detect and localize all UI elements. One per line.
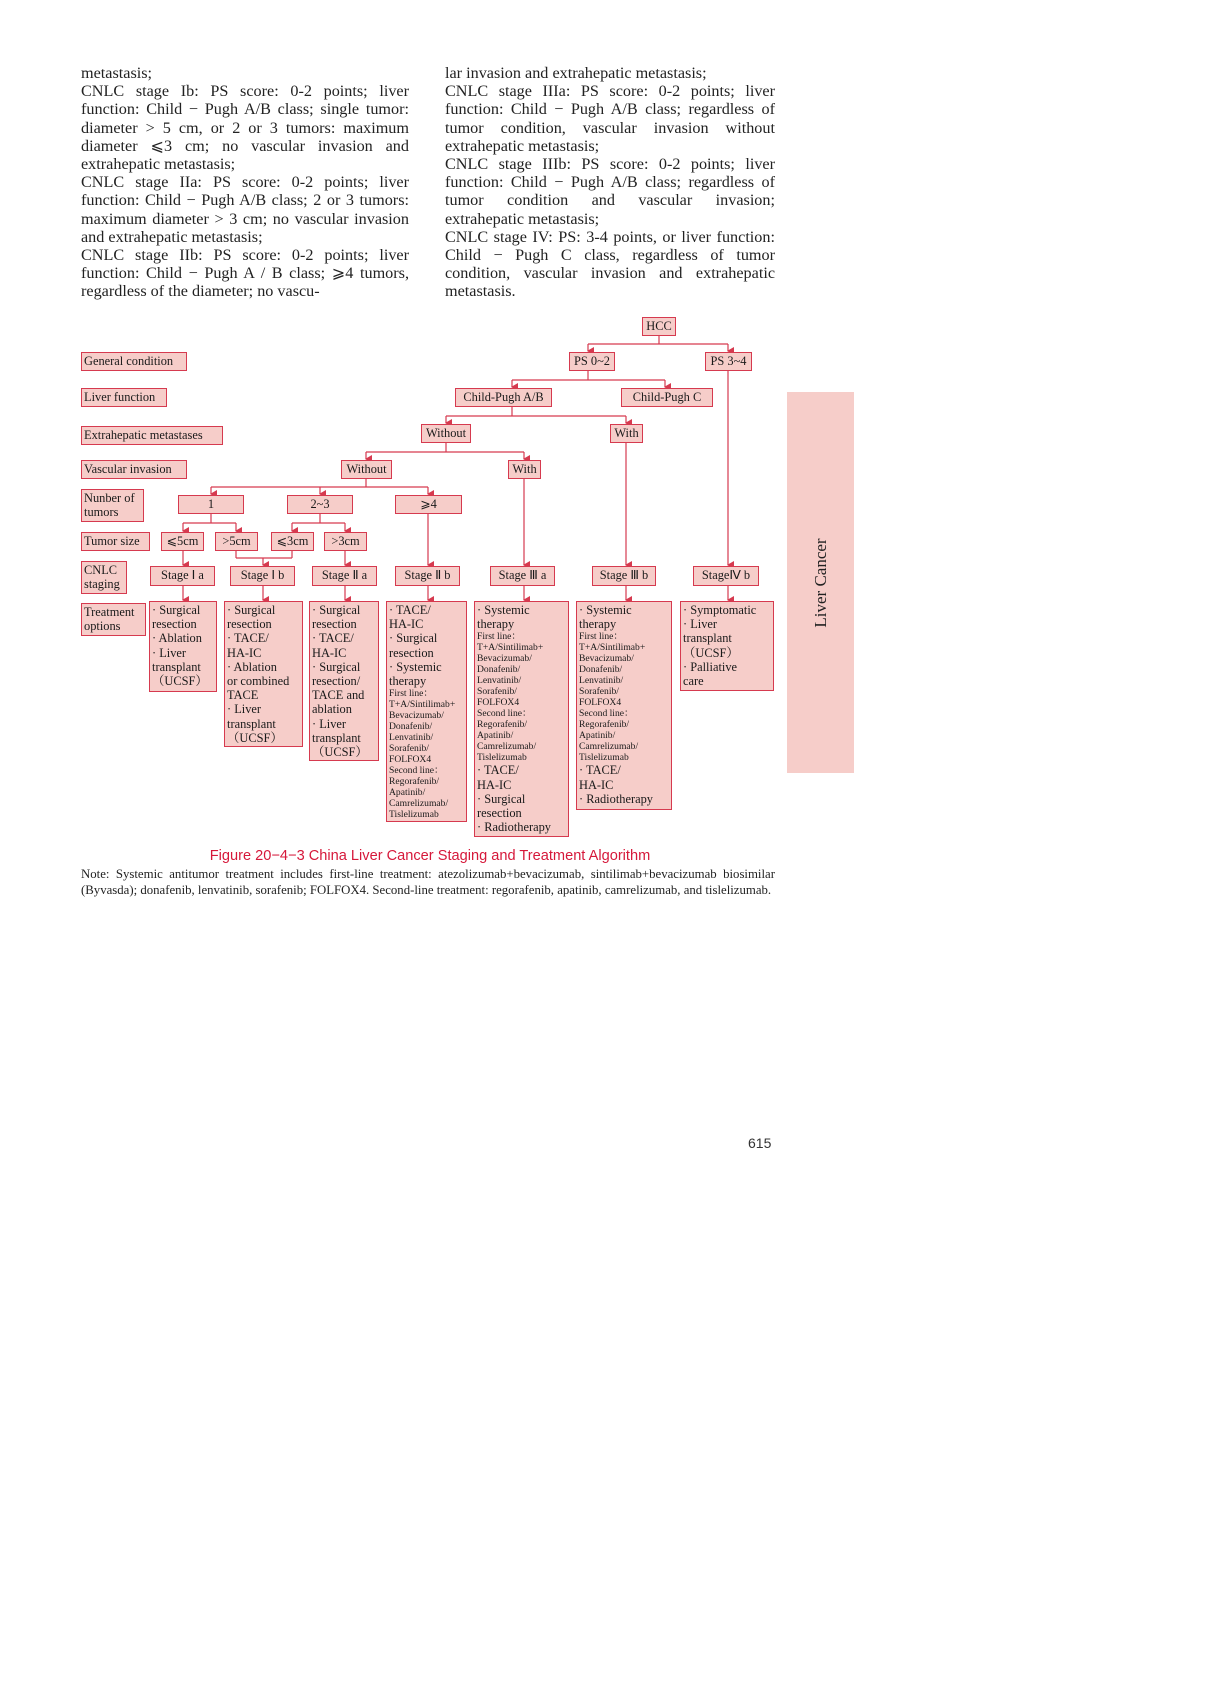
figure-note: Note: Systemic antitumor treatment includes first-line treatment: atezolizumab+bevacizumab, sintilimab+bevacizumab biosimilar (Byvasda); donafenib, lenvatinib, sorafenib; FOLFOX4. Second-line treatment: regorafenib, apatinib, camrelizumab, and tislelizumab. [81,867,775,897]
node-size-gt-5cm: >5cm [215,532,258,551]
treatment-line: · Surgical [152,603,201,617]
node-size-le-5cm: ⩽5cm [161,532,204,551]
node-vascular-with: With [508,460,541,479]
row-label-extrahepatic-metastases: Extrahepatic metastases [81,426,223,445]
treatment-line: · Liver [152,645,187,660]
treatment-line: （UCSF） [312,745,368,760]
treatment-line: Sorafenib/ [579,686,619,698]
treatment-line: Tislelizumab [389,809,439,821]
treatment-line: · Systemic [477,603,530,617]
treatment-box-stage-ib [224,601,303,747]
treatment-line: Regorafenib/ [579,719,630,731]
chapter-side-tab-label: Liver Cancer [810,537,830,628]
treatment-line: ablation [312,702,352,717]
paragraph: CNLC stage Ib: PS score: 0-2 points; liver function: Child − Pugh A/B class; single tumor: diameter > 5 cm, or 2 or 3 tumors: maximum diameter ⩽3 cm; no vascular invasion and extrahepatic metastasis; [81,82,409,174]
treatment-line: Apatinib/ [579,730,616,742]
treatment-line: HA-IC [227,645,262,660]
treatment-line: · Surgical [477,791,526,806]
row-label-general-condition: General condition [81,352,187,371]
treatment-line: resection [152,617,197,632]
treatment-line: Regorafenib/ [477,719,528,731]
node-tumors-2-3: 2~3 [287,495,353,514]
treatment-line: Sorafenib/ [477,686,517,698]
treatment-line: · Liver [312,716,347,731]
treatment-line: First line： [477,631,521,643]
treatment-line: transplant [312,730,361,745]
treatment-line: HA-IC [579,777,614,792]
treatment-box-stage-iib [386,601,467,822]
treatment-line: transplant [227,716,276,731]
node-tumors-4-plus: ⩾4 [395,495,462,514]
treatment-line: Donafenib/ [579,664,623,676]
treatment-line: transplant [152,659,201,674]
row-label-vascular-invasion: Vascular invasion [81,460,187,479]
treatment-line: FOLFOX4 [579,697,622,709]
figure-caption: Figure 20−4−3 China Liver Cancer Staging and Treatment Algorithm [209,848,651,864]
treatment-line: · TACE/ [477,763,519,778]
treatment-line: · Liver [683,617,718,632]
treatment-line: resection/ [312,674,361,689]
node-ps-0-2: PS 0~2 [569,352,615,371]
treatment-line: TACE [227,688,259,703]
treatment-line: T+A/Sintilimab+ [477,642,544,654]
node-stage-iiia: Stage Ⅲ a [490,566,555,586]
treatment-line: Second line： [389,765,444,777]
row-label-cnlc-staging: CNLC staging [81,561,127,594]
treatment-line: · Surgical [389,631,438,646]
paragraph: CNLC stage IIIa: PS score: 0-2 points; liver function: Child − Pugh A/B class; regardless of tumor condition, vascular invasion without extrahepatic metastasis; [445,82,775,155]
row-label-number-of-tumors: Nunber of tumors [81,489,144,522]
node-stage-iiib: Stage Ⅲ b [592,566,656,586]
paragraph: CNLC stage IV: PS: 3-4 points, or liver function: Child − Pugh C class, regardless of tumor condition, vascular invasion and extrahepatic metastasis. [445,227,775,301]
node-size-gt-3cm: >3cm [324,532,367,551]
treatment-line: · Radiotherapy [477,820,551,835]
treatment-box-stage-iia [309,601,379,761]
treatment-line: Second line： [477,708,532,720]
treatment-line: · Surgical [312,659,361,674]
treatment-line: First line： [579,631,623,643]
treatment-line: Regorafenib/ [389,776,440,788]
treatment-line: · Ablation [227,659,277,674]
node-tumors-1: 1 [178,495,244,514]
paragraph: CNLC stage IIb: PS score: 0-2 points; liver function: Child − Pugh A / B class; ⩾4 tumors, regardless of the diameter; no vascu- [81,246,409,301]
treatment-line: · TACE/ [389,603,431,617]
treatment-line: （UCSF） [683,645,739,660]
treatment-line: transplant [683,631,732,646]
treatment-box-stage-ivb [680,601,774,691]
node-stage-iib: Stage Ⅱ b [395,566,460,586]
treatment-line: Bevacizumab/ [579,653,634,665]
treatment-line: therapy [477,617,515,632]
treatment-line: · TACE/ [312,631,354,646]
treatment-line: FOLFOX4 [389,754,432,766]
treatment-line: · Palliative [683,659,738,674]
node-stage-ib: Stage Ⅰ b [230,566,295,586]
treatment-line: （UCSF） [227,730,283,745]
treatment-line: Tislelizumab [477,752,527,764]
paragraph: CNLC stage IIa: PS score: 0-2 points; liver function: Child − Pugh A/B class; 2 or 3 tumors: maximum diameter > 3 cm; no vascular invasion and extrahepatic metastasis; [81,173,409,246]
node-extrahepatic-with: With [610,424,643,443]
treatment-line: Apatinib/ [477,730,514,742]
treatment-line: Sorafenib/ [389,743,429,755]
treatment-line: Lenvatinib/ [579,675,624,687]
treatment-line: Second line： [579,708,634,720]
treatment-line: resection [312,617,357,632]
treatment-line: HA-IC [389,617,424,632]
treatment-line: Donafenib/ [477,664,521,676]
treatment-line: or combined [227,674,290,689]
chapter-side-tab [787,392,854,773]
page-number: 615 [748,1135,772,1151]
treatment-line: resection [389,645,434,660]
treatment-line: · Symptomatic [683,603,757,617]
node-vascular-without: Without [341,460,392,479]
node-child-pugh-c: Child-Pugh C [621,388,713,407]
treatment-line: Donafenib/ [389,721,433,733]
treatment-line: Camrelizumab/ [389,798,449,810]
treatment-line: T+A/Sintilimab+ [389,699,456,711]
treatment-line: · Liver [227,702,262,717]
treatment-line: T+A/Sintilimab+ [579,642,646,654]
treatment-box-stage-iiib [576,601,672,810]
treatment-line: HA-IC [312,645,347,660]
paragraph: metastasis; [81,64,153,82]
treatment-line: Lenvatinib/ [477,675,522,687]
treatment-line: Bevacizumab/ [477,653,532,665]
treatment-line: Bevacizumab/ [389,710,444,722]
paragraph: lar invasion and extrahepatic metastasis; [445,64,707,82]
treatment-line: resection [227,617,272,632]
treatment-line: · TACE/ [227,631,269,646]
row-label-tumor-size: Tumor size [81,532,150,551]
node-extrahepatic-without: Without [421,424,471,443]
treatment-line: · Systemic [579,603,632,617]
treatment-line: Tislelizumab [579,752,629,764]
treatment-line: Camrelizumab/ [579,741,639,753]
treatment-line: （UCSF） [152,674,208,689]
node-hcc: HCC [642,317,676,336]
treatment-line: resection [477,806,522,821]
node-stage-ia: Stage Ⅰ a [150,566,215,586]
treatment-line: · TACE/ [579,763,621,778]
node-stage-iia: Stage Ⅱ a [312,566,377,586]
treatment-line: · Radiotherapy [579,791,653,806]
row-label-treatment-options: Treatment options [81,603,146,636]
paragraph: CNLC stage IIIb: PS score: 0-2 points; liver function: Child − Pugh A/B class; regardless of tumor condition and vascular invasion; extrahepatic metastasis; [445,155,775,228]
treatment-line: FOLFOX4 [477,697,520,709]
treatment-line: care [683,674,704,689]
treatment-line: therapy [389,674,427,689]
treatment-box-stage-iiia [474,601,569,837]
node-child-pugh-ab: Child-Pugh A/B [455,388,552,407]
treatment-line: First line： [389,688,433,700]
treatment-box-stage-ia [149,601,217,692]
treatment-line: · Surgical [312,603,361,617]
treatment-line: · Systemic [389,659,442,674]
treatment-line: therapy [579,617,617,632]
node-size-le-3cm: ⩽3cm [271,532,314,551]
row-label-liver-function: Liver function [81,388,167,407]
treatment-line: HA-IC [477,777,512,792]
treatment-line: TACE and [312,688,365,703]
treatment-line: Apatinib/ [389,787,426,799]
treatment-line: Lenvatinib/ [389,732,434,744]
treatment-line: · Ablation [152,631,202,646]
treatment-line: Camrelizumab/ [477,741,537,753]
node-ps-3-4: PS 3~4 [705,352,752,371]
node-stage-ivb: StageⅣ b [693,566,759,586]
treatment-line: · Surgical [227,603,276,617]
